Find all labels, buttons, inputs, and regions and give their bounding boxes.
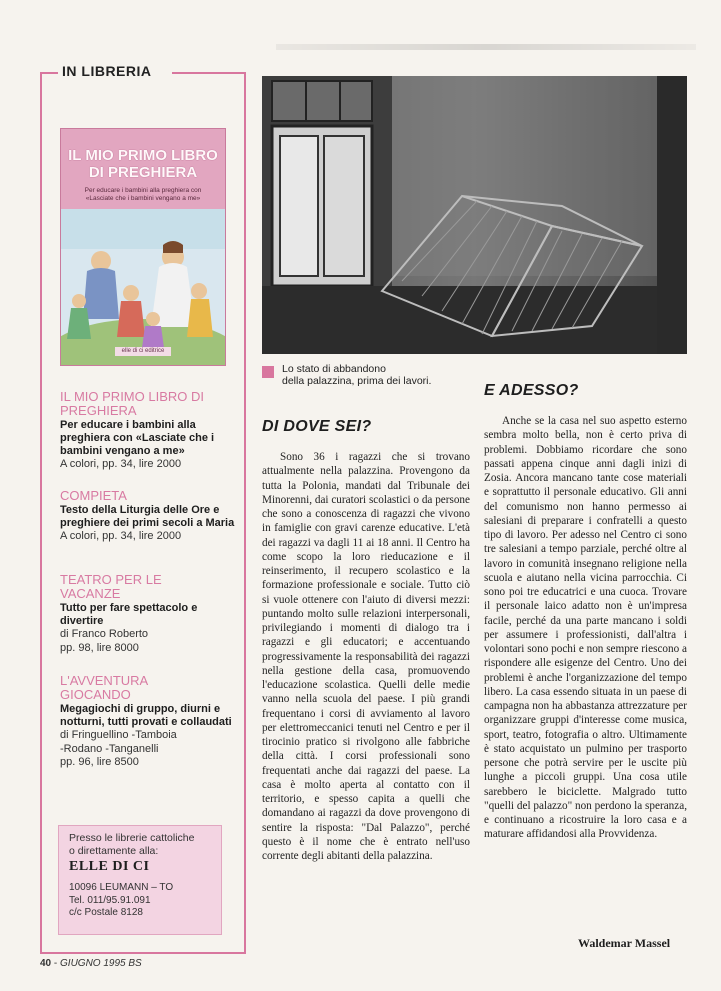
book-entry-2: [60, 489, 242, 544]
book-entry-description: Megagiochi di gruppo, diurni e notturni, tutti provati e collaudati: [60, 703, 232, 728]
book-entry-info: pp. 98, lire 8000: [60, 641, 139, 654]
publisher-phone: Tel. 011/95.91.091: [69, 894, 151, 906]
photo-caption: [282, 363, 431, 387]
publisher-address-line: 10096 LEUMANN – TO: [69, 882, 174, 893]
book-entry-title: L'AVVENTURA GIOCANDO: [60, 673, 148, 702]
page-top-shadow: [276, 44, 696, 50]
footer-dash: -: [51, 958, 61, 969]
cover-illustration: [61, 209, 225, 365]
publisher-intro-line: Presso le librerie cattoliche: [69, 832, 195, 844]
caption-line: della palazzina, prima dei lavori.: [282, 375, 432, 387]
book-entry-info: pp. 96, lire 8500: [60, 756, 139, 768]
book-entry-3: [60, 573, 242, 655]
book-entry-description: Tutto per fare spettacolo e divertire: [60, 602, 198, 627]
article-photo: [262, 76, 687, 354]
book-entry-author: -Rodano -Tanganelli: [60, 742, 159, 755]
book-entry-description: Per educare i bambini alla preghiera con «Lasciate che i bambini vengano a me»: [60, 419, 215, 457]
cover-publisher-badge: elle di ci editrice: [115, 347, 171, 356]
publisher-address: [69, 882, 173, 920]
page-footer: [40, 958, 142, 969]
book-entry-author: di Fringuellino -Tamboia: [60, 729, 177, 741]
article-column-right: [484, 414, 687, 842]
book-entry-description: Testo della Liturgia delle Ore e preghiere dei primi secoli a Maria: [60, 504, 235, 529]
publisher-postal-account: c/c Postale 8128: [69, 907, 143, 918]
book-entry-4: [60, 674, 242, 770]
publisher-intro: [69, 832, 194, 858]
publisher-box: [58, 825, 222, 935]
book-entry-title: IL MIO PRIMO LIBRO DI PREGHIERA: [60, 389, 204, 418]
article-paragraph: Anche se la casa nel suo aspetto esterno sembra molto bella, non è certo priva di problemi. Dobbiamo ricordare che sono passati appena cinque anni dagli inizi di Zosia. Ancora mancano tante cose materiali e soprattutto il personale educativo. Gli anni del comunismo non hanno permesso ai salesiani di preparare i confratelli a questo tipo di lavoro. Per adesso nel Centro ci sono tre salesiani a tempo parziale, perché oltre al lavoro in comunità insegnano religione nella scuola e aiutano nella vicina parrocchia. Ci sono poi tre educatrici e una cuoca. Trovare il personale laico adatto non è un'impresa facile, perché da una parte mancano i soldi per assumere i professionisti, dall'altra i volontari sono pochi e non sempre riescono a rispondere alle esigenze del Centro. Uno dei problemi è anche l'organizzazione del tempo libero. La casa essendo situata in un paese di campagna non ha abbastanza attrezzature per organizzare gruppi d'interesse come musica, sport, teatro, fotografia o altro. Ultimamente è stato acquistato un pulmino per trasporto persone che potrà servire per le uscite più lunghe a piccoli gruppi. Una cosa utile sarebbero le biciclette. Malgrado tutto "quelli del palazzo" non perdono la speranza, e continuano a ricostruire la loro casa e a maturare affidandosi alla Provvidenza.: [484, 415, 687, 841]
book-entry-title: TEATRO PER LE VACANZE: [60, 572, 162, 601]
caption-line: Lo stato di abbandono: [282, 363, 386, 375]
author-signature: Waldemar Massel: [578, 936, 671, 950]
section-heading-di-dove-sei: DI DOVE SEI?: [262, 418, 372, 435]
cover-subtitle: Per educare i bambini alla preghiera con «Lasciate che i bambini vengano a me»: [84, 187, 202, 202]
book-entry-info: A colori, pp. 34, lire 2000: [60, 530, 182, 542]
book-entry-author: di Franco Roberto: [60, 628, 149, 640]
book-entry-title: COMPIETA: [60, 488, 127, 503]
article-column-left: [262, 450, 470, 863]
book-entry-1: [60, 390, 242, 472]
publisher-intro-line: o direttamente alla:: [69, 845, 159, 857]
book-cover-image: [60, 128, 226, 366]
cover-title: IL MIO PRIMO LIBRO DI PREGHIERA: [68, 147, 218, 181]
article-paragraph: Sono 36 i ragazzi che si trovano attualmente nella palazzina. Provengono da tutta la Polonia, mandati dal Tribunale dei Minorenni, dai curatori scolastici o da persone che sono a conoscenza di ragazzi che vivono in famiglie con gravi carenze educative. L'età dei ragazzi va dagli 11 ai 18 anni. Il Centro ha come scopo la loro rieducazione e il reinserimento, il recupero scolastico e la formazione professionale e sociale. Tutto ciò si vuole ottenere con l'aiuto di diversi mezzi: puntando molto sulle relazioni interpersonali, privilegiando i momenti di dialogo tra i ragazzi e gli educatori; e accentuando progressivamente la responsabilità dei ragazzi nella gestione della casa, promuovendo l'educazione scolastica. Quelli delle medie vanno nella scuola del paese. I più grandi frequentano i corsi di avviamento al lavoro per elettromeccanici tenuti nel Centro e per il tirocinio pratico si rivolgono alle fabbriche della città. I corsi professionali sono frequentati anche dai ragazzi del paese. La casa è molto aperta al contatto con il territorio, e spesso capita a quelli che domandano ai ragazzi da dove provengono di sentire la risposta: "Dal Palazzo", perché questo è il nome che è entrato nell'uso corrente degli abitanti della palazzina.: [262, 451, 470, 862]
caption-marker: [262, 366, 274, 378]
sidebar-title: IN LIBRERIA: [62, 63, 152, 79]
issue-label: GIUGNO 1995 BS: [60, 958, 142, 969]
book-entry-info: A colori, pp. 34, lire 2000: [60, 458, 182, 470]
page-number: 40: [40, 958, 52, 969]
publisher-name: ELLE DI CI: [69, 859, 150, 874]
section-heading-e-adesso: E ADESSO?: [484, 382, 579, 399]
abandoned-building-photo: [262, 76, 687, 354]
